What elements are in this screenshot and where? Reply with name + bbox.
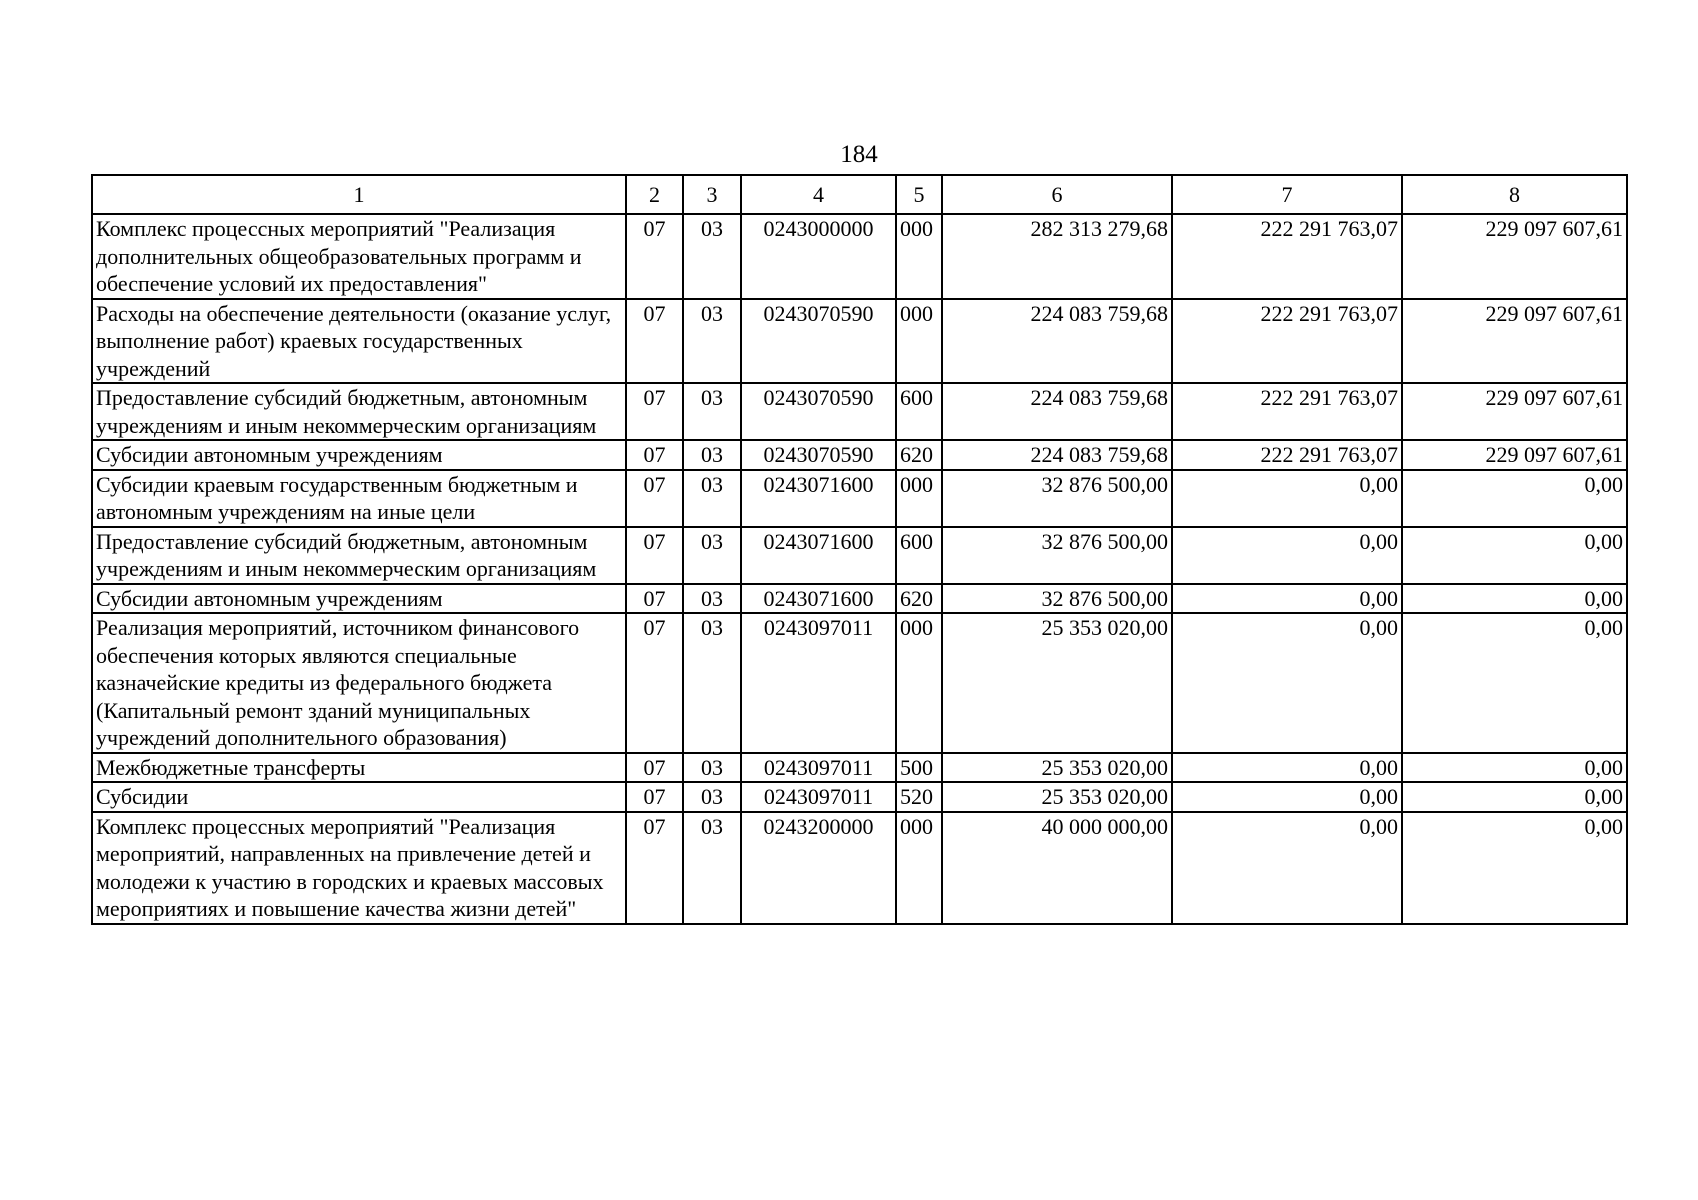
row-amount-col8: 0,00 (1402, 470, 1627, 527)
row-amount-col6: 32 876 500,00 (942, 527, 1172, 584)
header-cell: 7 (1172, 175, 1402, 214)
header-row (92, 175, 1627, 214)
row-section: 07 (626, 782, 683, 812)
row-section: 07 (626, 440, 683, 470)
row-section: 07 (626, 214, 683, 299)
row-target-article: 0243070590 (741, 299, 896, 384)
row-amount-col7: 0,00 (1172, 527, 1402, 584)
row-section: 07 (626, 812, 683, 924)
row-amount-col7: 0,00 (1172, 613, 1402, 753)
row-section: 07 (626, 470, 683, 527)
row-amount-col8: 229 097 607,61 (1402, 383, 1627, 440)
row-name: Расходы на обеспечение деятельности (оказание услуг, выполнение работ) краевых государственных учреждений (92, 299, 626, 384)
header-cell: 5 (896, 175, 942, 214)
row-subsection: 03 (683, 753, 741, 783)
table-row (92, 613, 1627, 753)
header-cell: 1 (92, 175, 626, 214)
table-row (92, 440, 1627, 470)
row-expense-type: 520 (896, 782, 942, 812)
row-expense-type: 000 (896, 613, 942, 753)
row-expense-type: 500 (896, 753, 942, 783)
table-row (92, 782, 1627, 812)
row-name: Субсидии автономным учреждениям (92, 440, 626, 470)
row-name: Субсидии автономным учреждениям (92, 584, 626, 614)
header-cell: 4 (741, 175, 896, 214)
row-name: Межбюджетные трансферты (92, 753, 626, 783)
table-row (92, 753, 1627, 783)
header-cell: 8 (1402, 175, 1627, 214)
row-expense-type: 000 (896, 214, 942, 299)
row-section: 07 (626, 584, 683, 614)
row-amount-col6: 32 876 500,00 (942, 470, 1172, 527)
row-section: 07 (626, 527, 683, 584)
row-section: 07 (626, 753, 683, 783)
page-number: 184 (840, 141, 878, 168)
row-amount-col7: 0,00 (1172, 470, 1402, 527)
row-amount-col6: 32 876 500,00 (942, 584, 1172, 614)
row-expense-type: 600 (896, 383, 942, 440)
row-target-article: 0243070590 (741, 440, 896, 470)
header-cell: 2 (626, 175, 683, 214)
row-expense-type: 000 (896, 299, 942, 384)
row-name: Субсидии (92, 782, 626, 812)
row-target-article: 0243097011 (741, 782, 896, 812)
row-target-article: 0243200000 (741, 812, 896, 924)
row-amount-col7: 0,00 (1172, 584, 1402, 614)
row-amount-col7: 0,00 (1172, 812, 1402, 924)
row-amount-col7: 222 291 763,07 (1172, 383, 1402, 440)
row-expense-type: 000 (896, 812, 942, 924)
row-expense-type: 620 (896, 440, 942, 470)
row-amount-col8: 0,00 (1402, 782, 1627, 812)
row-subsection: 03 (683, 527, 741, 584)
table-row (92, 527, 1627, 584)
row-amount-col6: 224 083 759,68 (942, 299, 1172, 384)
table-row (92, 299, 1627, 384)
row-name: Комплекс процессных мероприятий "Реализация мероприятий, направленных на привлечение детей и молодежи к участию в городских и краевых массовых мероприятиях и повышение качества жизни детей" (92, 812, 626, 924)
row-subsection: 03 (683, 214, 741, 299)
row-subsection: 03 (683, 613, 741, 753)
header-cell: 3 (683, 175, 741, 214)
header-cell: 6 (942, 175, 1172, 214)
row-target-article: 0243071600 (741, 470, 896, 527)
table-row (92, 214, 1627, 299)
row-target-article: 0243097011 (741, 613, 896, 753)
row-amount-col6: 282 313 279,68 (942, 214, 1172, 299)
row-subsection: 03 (683, 440, 741, 470)
row-amount-col7: 0,00 (1172, 782, 1402, 812)
row-amount-col6: 25 353 020,00 (942, 613, 1172, 753)
table-row (92, 584, 1627, 614)
row-amount-col8: 0,00 (1402, 753, 1627, 783)
row-amount-col6: 224 083 759,68 (942, 383, 1172, 440)
row-name: Комплекс процессных мероприятий "Реализация дополнительных общеобразовательных программ и обеспечение условий их предоставления" (92, 214, 626, 299)
row-amount-col6: 224 083 759,68 (942, 440, 1172, 470)
row-section: 07 (626, 299, 683, 384)
row-expense-type: 000 (896, 470, 942, 527)
row-section: 07 (626, 383, 683, 440)
table-row (92, 470, 1627, 527)
row-name: Реализация мероприятий, источником финансового обеспечения которых являются специальные казначейские кредиты из федерального бюджета (Капитальный ремонт зданий муниципальных учреждений дополнительного образования) (92, 613, 626, 753)
row-name: Предоставление субсидий бюджетным, автономным учреждениям и иным некоммерческим организациям (92, 527, 626, 584)
table-row (92, 383, 1627, 440)
row-amount-col8: 0,00 (1402, 584, 1627, 614)
row-amount-col7: 222 291 763,07 (1172, 440, 1402, 470)
row-target-article: 0243070590 (741, 383, 896, 440)
row-amount-col6: 25 353 020,00 (942, 753, 1172, 783)
row-section: 07 (626, 613, 683, 753)
row-amount-col6: 40 000 000,00 (942, 812, 1172, 924)
table-row (92, 812, 1627, 924)
budget-table (91, 174, 1628, 925)
row-amount-col7: 222 291 763,07 (1172, 299, 1402, 384)
row-amount-col8: 0,00 (1402, 527, 1627, 584)
row-target-article: 0243071600 (741, 527, 896, 584)
row-amount-col6: 25 353 020,00 (942, 782, 1172, 812)
row-name: Предоставление субсидий бюджетным, автономным учреждениям и иным некоммерческим организациям (92, 383, 626, 440)
row-name: Субсидии краевым государственным бюджетным и автономным учреждениям на иные цели (92, 470, 626, 527)
row-target-article: 0243071600 (741, 584, 896, 614)
row-amount-col7: 222 291 763,07 (1172, 214, 1402, 299)
row-amount-col8: 0,00 (1402, 812, 1627, 924)
row-amount-col8: 229 097 607,61 (1402, 440, 1627, 470)
row-subsection: 03 (683, 782, 741, 812)
row-subsection: 03 (683, 299, 741, 384)
row-subsection: 03 (683, 470, 741, 527)
row-expense-type: 620 (896, 584, 942, 614)
row-amount-col8: 0,00 (1402, 613, 1627, 753)
row-subsection: 03 (683, 584, 741, 614)
row-subsection: 03 (683, 812, 741, 924)
row-target-article: 0243000000 (741, 214, 896, 299)
row-expense-type: 600 (896, 527, 942, 584)
row-amount-col7: 0,00 (1172, 753, 1402, 783)
row-subsection: 03 (683, 383, 741, 440)
row-target-article: 0243097011 (741, 753, 896, 783)
row-amount-col8: 229 097 607,61 (1402, 214, 1627, 299)
row-amount-col8: 229 097 607,61 (1402, 299, 1627, 384)
